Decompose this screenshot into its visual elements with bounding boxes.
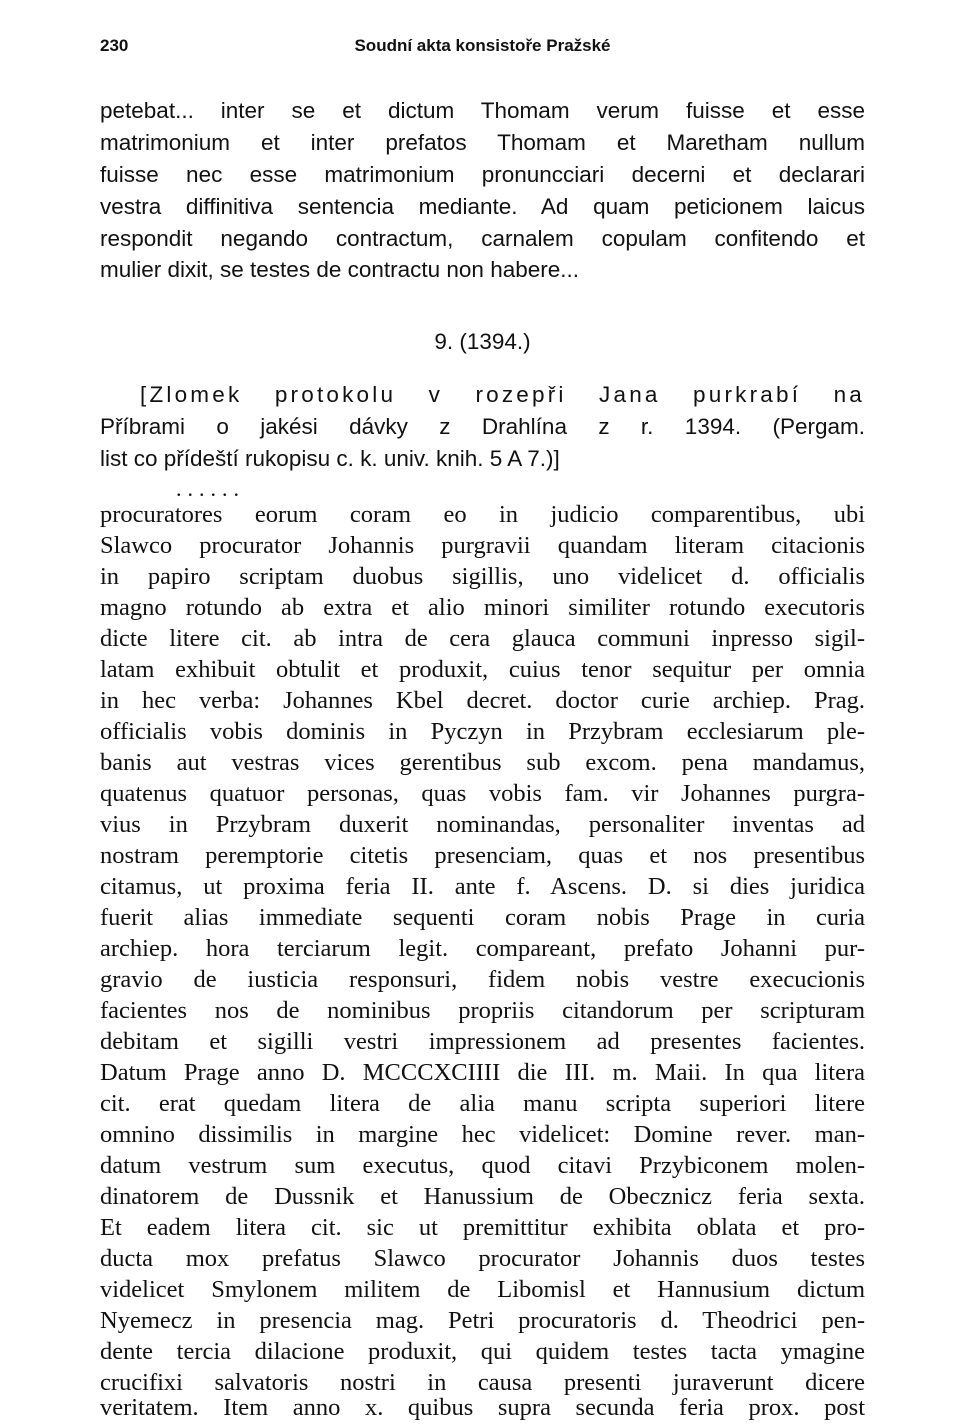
running-head: Soudní akta konsistoře Pražské — [354, 36, 611, 55]
body-line: datum vestrum sum executus, quod citavi Przybiconem molen- — [100, 1152, 865, 1179]
body-line: vius in Przybram duxerit nominandas, personaliter inventas ad — [100, 811, 865, 838]
intro-line: petebat... inter se et dictum Thomam verum fuisse et esse — [100, 98, 865, 123]
body-line: crucifixi salvatoris nostri in causa presenti juraverunt dicere — [100, 1369, 865, 1396]
body-line: fuerit alias immediate sequenti coram nobis Prage in curia — [100, 904, 865, 931]
body-line: gravio de iusticia responsuri, fidem nobis vestre execucionis — [100, 966, 865, 993]
body-line: officialis vobis dominis in Pyczyn in Przybram ecclesiarum ple- — [100, 718, 865, 745]
intro-line: mulier dixit, se testes de contractu non habere... — [100, 257, 580, 282]
body-line: archiep. hora terciarum legit. compareant, prefato Johanni pur- — [100, 935, 865, 962]
lacuna-mark: ...... — [176, 476, 245, 501]
body-line: videlicet Smylonem militem de Libomisl et Hannusium dictum — [100, 1276, 865, 1303]
body-line: dinatorem de Dussnik et Hanussium de Obecznicz feria sexta. — [100, 1183, 865, 1210]
body-line: in papiro scriptam duobus sigillis, uno videlicet d. officialis — [100, 563, 865, 590]
body-line: citamus, ut proxima feria II. ante f. Ascens. D. si dies juridica — [100, 873, 865, 900]
body-line: facientes nos de nominibus propriis citandorum per scripturam — [100, 997, 865, 1024]
body-line: veritatem. Item anno x. quibus supra secunda feria prox. post — [100, 1394, 865, 1421]
body-line: cit. erat quedam litera de alia manu scripta superiori litere — [100, 1090, 865, 1117]
description-line: Příbrami o jakési dávky z Drahlína z r. 1394. (Pergam. — [100, 414, 865, 439]
body-line: ducta mox prefatus Slawco procurator Johannis duos testes — [100, 1245, 865, 1272]
body-line: latam exhibuit obtulit et produxit, cuius tenor sequitur per omnia — [100, 656, 865, 683]
intro-line: respondit negando contractum, carnalem copulam confitendo et — [100, 226, 865, 251]
section-heading: 9. (1394.) — [434, 329, 531, 354]
body-line: in hec verba: Johannes Kbel decret. doctor curie archiep. Prag. — [100, 687, 865, 714]
body-line: banis aut vestras vices gerentibus sub excom. pena mandamus, — [100, 749, 865, 776]
page-number: 230 — [100, 36, 129, 55]
body-line: magno rotundo ab extra et alio minori similiter rotundo executoris — [100, 594, 865, 621]
description-line: [Zlomek protokolu v rozepři Jana purkrabí na — [140, 382, 865, 407]
body-line: Nyemecz in presencia mag. Petri procuratoris d. Theodrici pen- — [100, 1307, 865, 1334]
intro-line: fuisse nec esse matrimonium pronuncciari decerni et declarari — [100, 162, 865, 187]
body-line: Slawco procurator Johannis purgravii quandam literam citacionis — [100, 532, 865, 559]
description-line: list co přídeští rukopisu c. k. univ. knih. 5 A 7.)] — [100, 446, 560, 471]
body-line: Datum Prage anno D. MCCCXCIIII die III. m. Maii. In qua litera — [100, 1059, 865, 1086]
body-line: Et eadem litera cit. sic ut premittitur exhibita oblata et pro- — [100, 1214, 865, 1241]
body-line: nostram peremptorie citetis presenciam, quas et nos presentibus — [100, 842, 865, 869]
body-line: omnino dissimilis in margine hec videlicet: Domine rever. man- — [100, 1121, 865, 1148]
body-line: debitam et sigilli vestri impressionem ad presentes facientes. — [100, 1028, 865, 1055]
body-line: quatenus quatuor personas, quas vobis fam. vir Johannes purgra- — [100, 780, 865, 807]
page-header — [100, 36, 865, 60]
intro-line: vestra diffinitiva sentencia mediante. Ad quam peticionem laicus — [100, 194, 865, 219]
body-line: procuratores eorum coram eo in judicio comparentibus, ubi — [100, 501, 865, 528]
body-line: dicte litere cit. ab intra de cera glauca communi inpresso sigil- — [100, 625, 865, 652]
intro-line: matrimonium et inter prefatos Thomam et Maretham nullum — [100, 130, 865, 155]
body-line: dente tercia dilacione produxit, qui quidem testes tacta ymagine — [100, 1338, 865, 1365]
